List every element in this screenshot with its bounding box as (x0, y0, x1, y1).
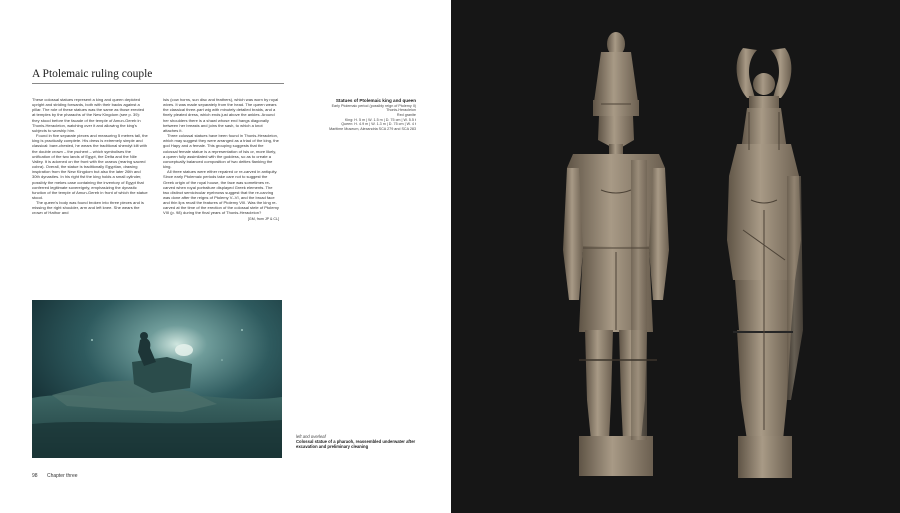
caption-line: Early Ptolemaic period (possibly reign of Ptolemy II) (331, 103, 416, 108)
column2-paragraph: Isis (cow horns, sun disc and feathers), which was worn by royal wives. It was made separately from the head. The queen wears the classical three-part wig with minutely detailed braids, and a finely pleated dress, which ends just above the ankles. Around her shoulders there is a shawl whose end hangs diagonally between her breasts and joins the sash, to which a knot attaches it. (163, 97, 279, 133)
chapter-label: Chapter three (46, 473, 78, 479)
page-footer (32, 473, 78, 479)
text-column-2 (163, 97, 279, 222)
underwater-scene (32, 300, 282, 458)
photo-caption-label: left and overleaf (296, 434, 326, 439)
column1-paragraph: Found in five separate pieces and measuring 5 metres tall, the king is practically complete. His dress is extremely simple and classical: bare-chested, he wears the traditional shendyt kilt with the double crown – the pschent – which symbolises the unification of the two lands of Egypt, the Delta and the Nile Valley. It is adorned on the front with the uraeus (rearing sacred cobra). Overall, the statue is traditionally Egyptian, drawing inspiration from the New Kingdom but also the later 26th and 30th dynasties. In his right fist the king holds a small cylinder, possibly the mekes case containing the inventory of Egypt that conferred legitimate sovereignty, emphasizing the dynastic function of the temple of Amun-Gereb in front of which the statue stood. (32, 133, 148, 200)
queen-statue-image (727, 48, 803, 478)
author-signature: [GM, from JP & CL] (247, 216, 279, 221)
statue-caption (296, 98, 416, 132)
column1-paragraph: These colossal statues represent a king and queen depicted upright and striding forwards, both with their backs against a pillar. The role of these statues was the same as those erected at temples by the pharaohs of the New Kingdom (see p. 39): they stood before the facade of the temple of Amun-Gereb in Thonis-Heracleion, watching over it and allowing the king's subjects to worship him. (32, 97, 145, 133)
caption-line: Red granite (396, 113, 416, 117)
page-number: 98 (32, 473, 38, 479)
column2-paragraph: Three colossal statues have been found in Thonis-Heracleion, which may suggest they were arranged as a triad of the king, the god Hapy and a female. This grouping suggests that the colossal female statue is a representation of Isis or, more likely, a queen fully assimilated with the goddess, so as to create a conceptually balanced composition of two deities flanking the king. (163, 133, 279, 170)
statues-photo (451, 0, 900, 513)
underwater-photo (32, 300, 282, 458)
text-column-1 (32, 97, 148, 216)
caption-line: King: H. 5 m | W. 1.5 m | D. 75 cm | W. 5.5 t (344, 117, 416, 122)
page-title: A Ptolemaic ruling couple (32, 68, 284, 84)
photo-caption-text: Colossal statue of a pharaoh, reassembled underwater after excavation and preliminary cleaning (296, 439, 416, 450)
caption-line: Queen: H. 4.9 m | W. 1.3 m | D. 75 cm | W. 4 t (341, 122, 416, 127)
caption-line: Maritime Museum, Alexandria SCA 279 and SCA 283 (329, 127, 416, 132)
caption-title: Statues of Ptolemaic king and queen (335, 98, 416, 103)
column2-paragraph: All three statues were either repaired or re-carved in antiquity. Since early Ptolemaic periods take care not to suggest the Greek origin of the royal house, the face was sometimes re-carved when royal portraiture displayed Greek elements. The two distinct semicircular eyebrows suggest that the re-carving was done after the reigns of Ptolemy V–VI, and the broad face and thin lips recall the features of Ptolemy VIII. Was the king re-carved at the time of the erection of the colossal stele of Ptolemy VIII (p. 98) during the final years of Thonis-Heracleion? (163, 169, 279, 216)
column1-paragraph: The queen's body was found broken into three pieces and is missing the right shoulder, arm and left knee. She wears the crown of Hathor and (32, 200, 144, 216)
caption-line: Thonis-Heracleion (386, 108, 416, 113)
photo-caption (296, 434, 416, 450)
right-page (451, 0, 900, 513)
